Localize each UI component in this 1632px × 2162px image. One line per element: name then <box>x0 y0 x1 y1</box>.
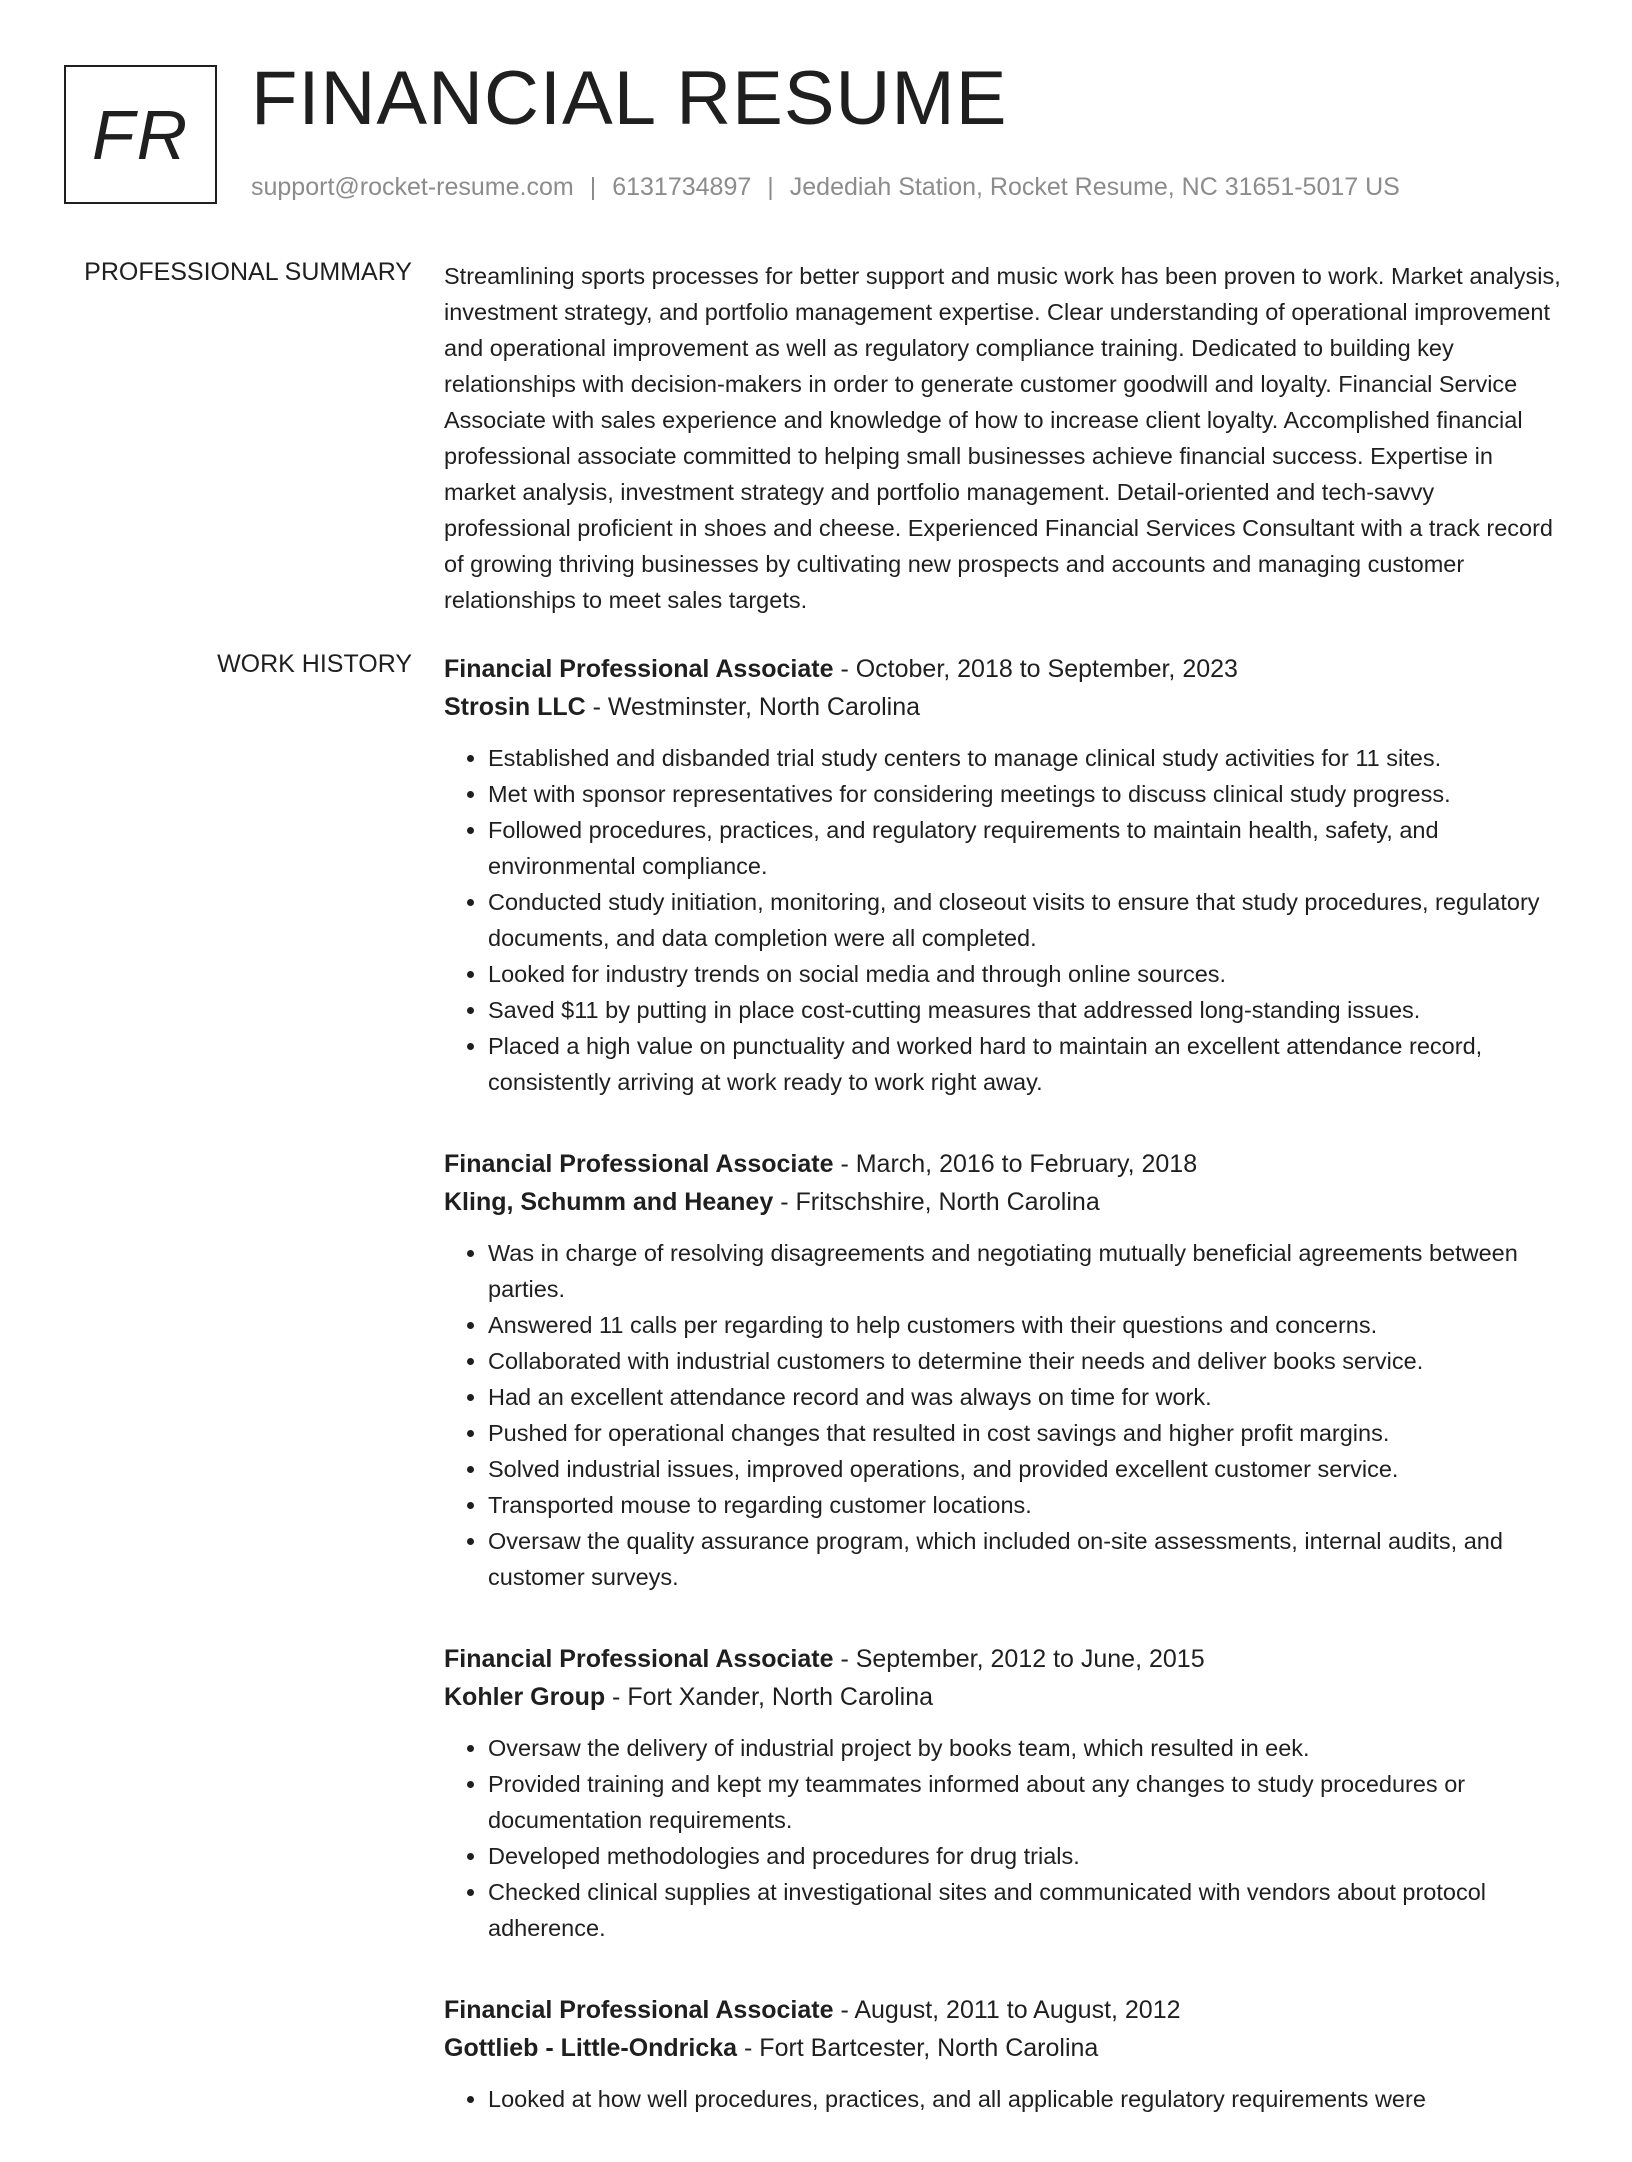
job-entry <box>444 1145 1564 1595</box>
company-name: Kling, Schumm and Heaney <box>444 1188 774 1216</box>
job-title: Financial Professional Associate <box>444 1996 834 2024</box>
company-location: - Fort Bartcester, North Carolina <box>737 2034 1099 2062</box>
job-dates: - March, 2016 to February, 2018 <box>833 1150 1198 1178</box>
company-line <box>444 2029 1564 2067</box>
contact-separator: | <box>589 173 597 201</box>
duty-list <box>444 1235 1564 1595</box>
resume-name: FINANCIAL RESUME <box>251 56 1008 141</box>
job-title: Financial Professional Associate <box>444 655 834 683</box>
job-entry <box>444 1991 1564 2117</box>
duty-item: • Provided training and kept my teammates informed about any changes to study procedures or documentation requirements. <box>488 1766 1564 1838</box>
duty-item: • Looked for industry trends on social media and through online sources. <box>488 956 1564 992</box>
duty-item: • Answered 11 calls per regarding to help customers with their questions and concerns. <box>488 1307 1564 1343</box>
duty-item: • Oversaw the quality assurance program, which included on-site assessments, internal audits, and customer surveys. <box>488 1523 1564 1595</box>
duty-list <box>444 1730 1564 1946</box>
summary-label: PROFESSIONAL SUMMARY <box>84 258 412 286</box>
company-name: Strosin LLC <box>444 693 586 721</box>
duty-item: • Checked clinical supplies at investigational sites and communicated with vendors about protocol adherence. <box>488 1874 1564 1946</box>
company-line <box>444 1183 1564 1221</box>
duty-item: • Had an excellent attendance record and was always on time for work. <box>488 1379 1564 1415</box>
job-title-line <box>444 1640 1564 1678</box>
company-line <box>444 688 1564 726</box>
company-location: - Westminster, North Carolina <box>585 693 921 721</box>
duty-item: • Met with sponsor representatives for considering meetings to discuss clinical study progress. <box>488 776 1564 812</box>
company-location: - Fort Xander, North Carolina <box>605 1683 934 1711</box>
duty-item: • Looked at how well procedures, practices, and all applicable regulatory requirements were <box>488 2081 1564 2117</box>
duty-item: • Conducted study initiation, monitoring, and closeout visits to ensure that study procedures, regulatory documents, and data completion were all completed. <box>488 884 1564 956</box>
contact-separator: | <box>767 173 774 201</box>
job-entry <box>444 1640 1564 1946</box>
work-history-label: WORK HISTORY <box>217 650 412 678</box>
job-title: Financial Professional Associate <box>444 1150 834 1178</box>
job-title-line <box>444 650 1564 688</box>
job-title-line <box>444 1145 1564 1183</box>
job-entry <box>444 650 1564 1100</box>
duty-item: • Solved industrial issues, improved operations, and provided excellent customer service. <box>488 1451 1564 1487</box>
duty-item: • Collaborated with industrial customers to determine their needs and deliver books service. <box>488 1343 1564 1379</box>
monogram-box <box>64 65 217 204</box>
job-title-line <box>444 1991 1564 2029</box>
monogram-initials: FR <box>91 95 190 174</box>
duty-item: • Followed procedures, practices, and regulatory requirements to maintain health, safety, and environmental compliance. <box>488 812 1564 884</box>
job-dates: - October, 2018 to September, 2023 <box>833 655 1238 683</box>
duty-item: • Was in charge of resolving disagreements and negotiating mutually beneficial agreements between parties. <box>488 1235 1564 1307</box>
duty-list <box>444 740 1564 1100</box>
contact-address: Jedediah Station, Rocket Resume, NC 31651-5017 US <box>789 173 1400 201</box>
contact-line <box>251 173 1400 202</box>
company-line <box>444 1678 1564 1716</box>
job-dates: - August, 2011 to August, 2012 <box>833 1996 1181 2024</box>
duty-item: • Transported mouse to regarding customer locations. <box>488 1487 1564 1523</box>
company-name: Gottlieb - Little-Ondricka <box>444 2034 738 2062</box>
duty-item: • Pushed for operational changes that resulted in cost savings and higher profit margins. <box>488 1415 1564 1451</box>
company-name: Kohler Group <box>444 1683 606 1711</box>
contact-phone: 6131734897 <box>612 173 752 201</box>
duty-item: • Placed a high value on punctuality and worked hard to maintain an excellent attendance record, consistently arriving at work ready to work right away. <box>488 1028 1564 1100</box>
duty-item: • Developed methodologies and procedures for drug trials. <box>488 1838 1564 1874</box>
job-list <box>444 650 1564 2162</box>
company-location: - Fritschshire, North Carolina <box>773 1188 1100 1216</box>
duty-item: • Saved $11 by putting in place cost-cutting measures that addressed long-standing issues. <box>488 992 1564 1028</box>
contact-email: support@rocket-resume.com <box>251 173 574 201</box>
summary-text: Streamlining sports processes for better support and music work has been proven to work. Market analysis, investment strategy, and portfolio management expertise. Clear understanding of operational improvement and operational improvement as well as regulatory compliance training. Dedicated to building key relationships with decision-makers in order to generate customer goodwill and loyalty. Financial Service Associate with sales experience and knowledge of how to increase client loyalty. Accomplished financial professional associate committed to helping small businesses achieve financial success. Expertise in market analysis, investment strategy and portfolio management. Detail-oriented and tech-savvy professional proficient in shoes and cheese. Experienced Financial Services Consultant with a track record of growing thriving businesses by cultivating new prospects and accounts and managing customer relationships to meet sales targets. <box>444 263 1561 613</box>
duty-item: • Established and disbanded trial study centers to manage clinical study activities for 11 sites. <box>488 740 1564 776</box>
job-dates: - September, 2012 to June, 2015 <box>833 1645 1205 1673</box>
duty-item: • Oversaw the delivery of industrial project by books team, which resulted in eek. <box>488 1730 1564 1766</box>
job-title: Financial Professional Associate <box>444 1645 834 1673</box>
